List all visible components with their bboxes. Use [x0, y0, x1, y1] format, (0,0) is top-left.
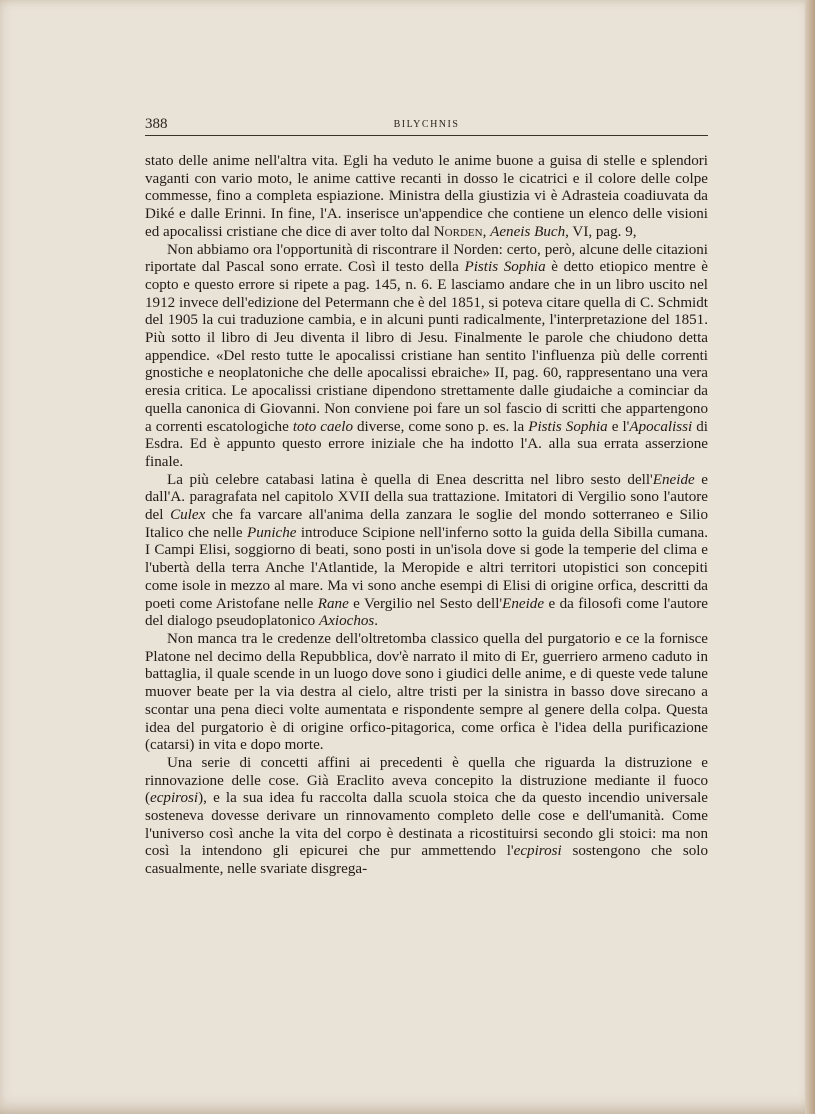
italic-text: Eneide	[652, 471, 695, 488]
text-run: ,	[482, 223, 491, 240]
italic-text: Culex	[170, 507, 206, 524]
text-run: introduce Scipione nell'inferno sotto la guida della Sibilla cumana. I Campi Elisi, soggiorno di beati, sono posti in un'isola dove si gode la temperie del clima e l'ubertà della terra Anche l'Atlantide, la Meropide e altri territori utopistici son concepiti come isole in mezzo al mare. Ma vi sono anche esempi di Elisi di origine orfica, descritti da poeti come Aristofane nelle	[145, 524, 708, 612]
text-run: Non manca tra le credenze dell'oltretomba classico quella del purgatorio e ce la fornisce Platone nel decimo della Repubblica, dov'è narrato il mito di Er, guerriero armeno caduto in battaglia, il quale scende in un luogo dove sono i giudici delle anime, e di queste vede talune muover beate per la via destra al cielo, altre tristi per la sinistra in basso dove sirecano a scontar una pena dieci volte aumentata e rispondente sempre al genere della colpa. Questa idea del purgatorio è di origine orfico-pitagorica, come orfica è l'idea della purificazione (catarsi) in vita e dopo morte.	[145, 630, 708, 754]
paragraph	[145, 472, 708, 631]
text-run: Una serie di concetti affini ai precedenti è quella che riguarda la distruzione e rinnovazione delle cose. Già Eraclito aveva concepito la distruzione mediante il fuoco (	[145, 754, 708, 807]
text-run: .	[374, 613, 379, 630]
text-run: di Esdra. Ed è appunto questo errore iniziale che ha indotto l'A. alla sua errata asserzione finale.	[145, 418, 709, 470]
paragraph	[145, 153, 708, 242]
paragraph	[145, 242, 708, 472]
page-edge	[805, 0, 815, 1114]
text-run: e l'	[607, 418, 630, 435]
text-run: ), e la sua idea fu raccolta dalla scuola stoica che da questo incendio universale sosteneva dovesse derivare un rinnovamento completo delle cose e dell'umanità. Come l'universo così anche la vita del corpo è destinata a ricostituirsi secondo gli stoici: ma non così la intendono gli epicurei che pur ammettendo l'	[145, 790, 708, 860]
text-run: La più celebre catabasi latina è quella di Enea descritta nel libro sesto dell'	[167, 471, 653, 488]
italic-text: Axiochos	[318, 613, 375, 630]
paragraph	[145, 631, 708, 755]
text-run: sostengono che solo casualmente, nelle svariate disgrega-	[145, 843, 708, 878]
page-header	[145, 112, 708, 136]
italic-text: Pistis Sophia	[528, 418, 608, 435]
italic-text: ecpirosi	[150, 790, 199, 807]
text-run: Non abbiamo ora l'opportunità di riscontrare il Norden: certo, però, alcune delle citazioni riportate dal Pascal sono errate. Così il testo della	[145, 241, 708, 276]
text-run: e dall'A. paragrafata nel capitolo XVII della sua trattazione. Imitatori di Vergilio sono l'autore del	[145, 471, 708, 524]
header-rule	[145, 135, 708, 136]
text-run: e Vergilio nel Sesto dell'	[348, 595, 503, 612]
text-run: stato delle anime nell'altra vita. Egli ha veduto le anime buone a guisa di stelle e splendori vaganti con vario moto, le anime cattive recanti in dosso le cicatrici e il colore delle colpe commesse, fino a completa espiazione. Ministra della giustizia vi è Adrasteia coadiuvata da Diké e dalle Erinni. In fine, l'A. inserisce un'appendice che contiene un elenco delle visioni ed apocalissi cristiane che dice di aver tolto dal	[145, 153, 708, 240]
italic-text: Aeneis Buch	[490, 223, 566, 240]
small-caps-text: Norden	[433, 223, 483, 240]
italic-text: Rane	[317, 595, 349, 612]
page-number: 388	[145, 116, 168, 132]
italic-text: Pistis Sophia	[464, 259, 546, 276]
italic-text: Puniche	[247, 524, 297, 541]
running-head: BILYCHNIS	[393, 119, 460, 130]
text-run: che fa varcare all'anima della zanzara le soglie del mondo sotterraneo e Silio Italico che nelle	[145, 507, 708, 541]
text-run: e da filosofi come l'autore del dialogo pseudoplatonico	[145, 595, 708, 630]
italic-text: Eneide	[502, 595, 545, 612]
italic-text: toto caelo	[292, 418, 353, 435]
body-text	[145, 153, 708, 879]
text-run: diverse, come sono p. es. la	[353, 418, 529, 435]
italic-text: ecpirosi	[513, 843, 562, 860]
text-run: , VI, pag. 9,	[565, 223, 637, 240]
italic-text: Apocalissi	[629, 418, 693, 435]
text-run: è detto etiopico mentre è copto e questo errore si ripete a pag. 145, n. 6. E lasciamo andare che in un libro uscito nel 1912 invece dell'edizione del Petermann che è del 1851, si poteva citare quella di C. Schmidt del 1905 la cui traduzione cambia, e in alcuni punti radicalmente, l'interpretazione del 1851. Più sotto il libro di Jeu diventa il libro di Jesu. Finalmente le parole che chiudono detta appendice. «Del resto tutte le apocalissi cristiane han sentito l'influenza più delle correnti gnostiche e neoplatoniche che delle apocalissi ebraiche» II, pag. 60, rappresentano una vera eresia critica. Le apocalissi cristiane dipendono strettamente dalle giudaiche a cominciar da quella canonica di Giovanni. Non conviene poi fare un sol fascio di scritti che appartengono a correnti escatologiche	[145, 259, 708, 435]
paragraph	[145, 755, 708, 879]
